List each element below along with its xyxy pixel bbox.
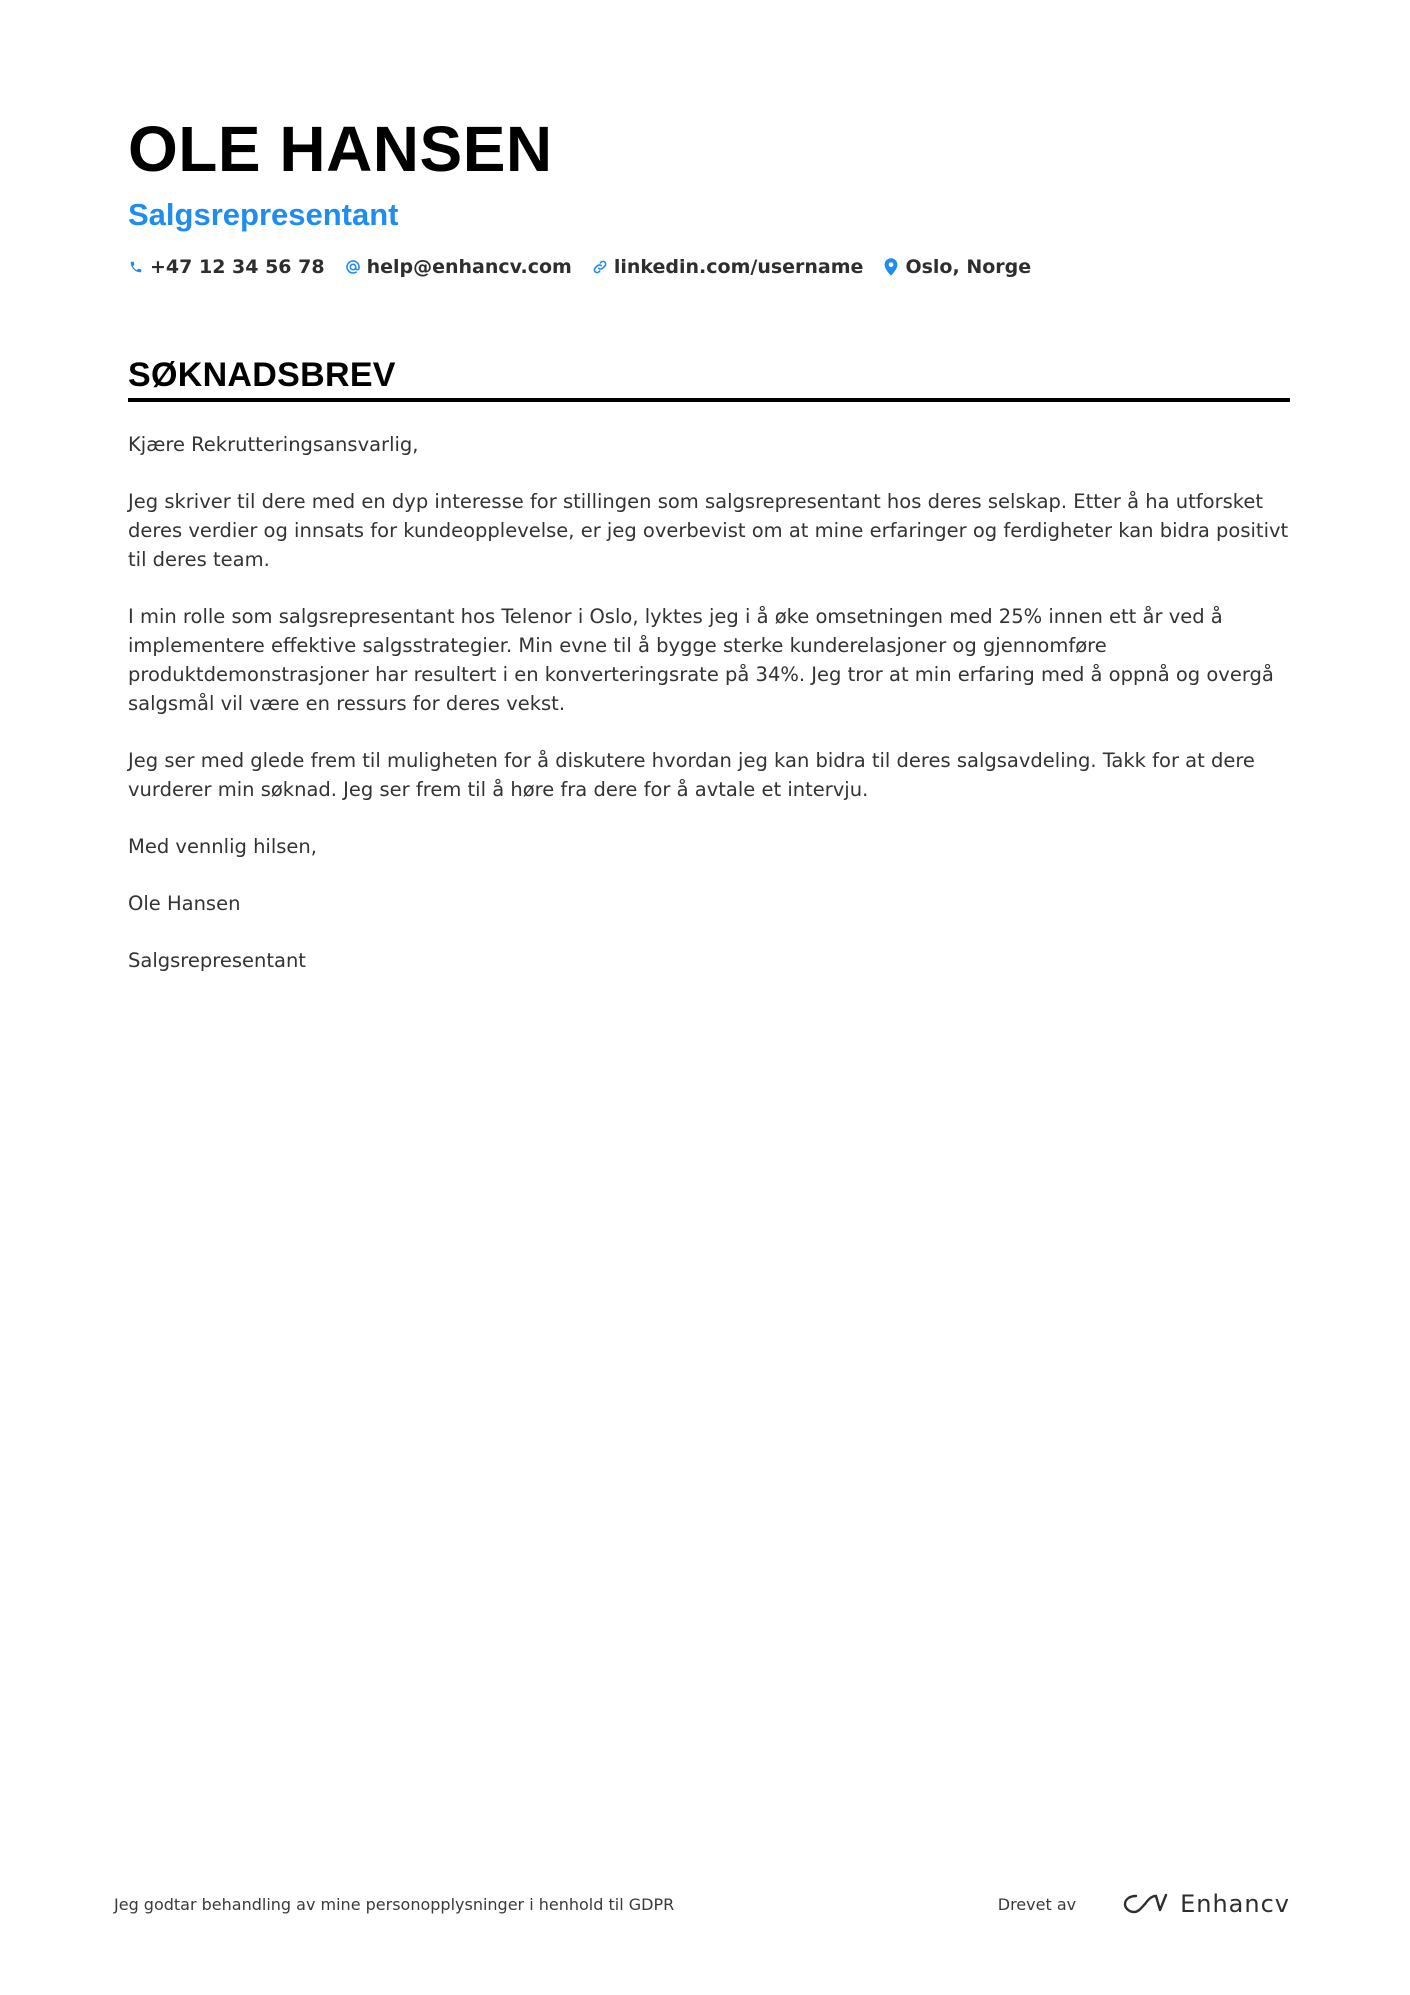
contact-location-text: Oslo, Norge <box>905 256 1032 278</box>
enhancv-logo-icon <box>1122 1891 1168 1917</box>
applicant-title: Salgsrepresentant <box>128 197 399 232</box>
enhancv-logo-text: Enhancv <box>1180 1890 1290 1918</box>
letter-paragraph: Jeg ser med glede frem til muligheten for å diskutere hvordan jeg kan bidra til deres salgsavdeling. Takk for at dere vurderer min søknad. Jeg ser frem til å høre fra dere for å avtale et intervju. <box>128 749 1255 801</box>
cover-letter-page <box>128 100 1290 1003</box>
signature-name: Ole Hansen <box>128 892 241 915</box>
section-title: SØKNADSBREV <box>128 358 1290 402</box>
location-pin-icon <box>883 257 899 277</box>
letter-closing: Med vennlig hilsen, <box>128 835 317 858</box>
letter-paragraph: I min rolle som salgsrepresentant hos Telenor i Oslo, lyktes jeg i å øke omsetningen med 25% innen ett år ved å implementere effektive salgsstrategier. Min evne til å bygge sterke kunderelasjoner og gjennomføre produktdemonstrasjoner har resultert i en konverteringsrate på 34%. Jeg tror at min erfaring med å oppnå og overgå salgsmål vil være en ressurs for deres vekst. <box>128 605 1274 715</box>
powered-by[interactable] <box>998 1890 1290 1918</box>
contact-linkedin-text: linkedin.com/username <box>613 256 864 278</box>
letter-paragraph: Jeg skriver til dere med en dyp interesse for stillingen som salgsrepresentant hos deres selskap. Etter å ha utforsket deres verdier og innsats for kundeopplevelse, er jeg overbevist om at mine erfaringer og ferdigheter kan bidra positivt til deres team. <box>128 490 1289 571</box>
letter-body <box>128 430 1290 975</box>
powered-by-label: Drevet av <box>997 1894 1077 1914</box>
signature-title: Salgsrepresentant <box>128 949 306 972</box>
link-icon <box>592 257 608 277</box>
contact-linkedin[interactable] <box>592 256 864 278</box>
at-icon <box>345 257 361 277</box>
letter-greeting: Kjære Rekrutteringsansvarlig, <box>128 433 419 456</box>
phone-icon <box>128 257 144 277</box>
contact-email-text: help@enhancv.com <box>366 256 572 278</box>
contact-bar <box>128 256 1290 278</box>
contact-location <box>883 256 1031 278</box>
footer <box>114 1890 1290 1918</box>
gdpr-consent-text: Jeg godtar behandling av mine personopplysninger i henhold til GDPR <box>114 1894 675 1914</box>
contact-phone-text: +47 12 34 56 78 <box>150 256 325 278</box>
applicant-name: OLE HANSEN <box>128 113 553 185</box>
enhancv-logo[interactable] <box>1122 1890 1290 1918</box>
contact-phone <box>128 256 325 278</box>
contact-email[interactable] <box>345 256 572 278</box>
